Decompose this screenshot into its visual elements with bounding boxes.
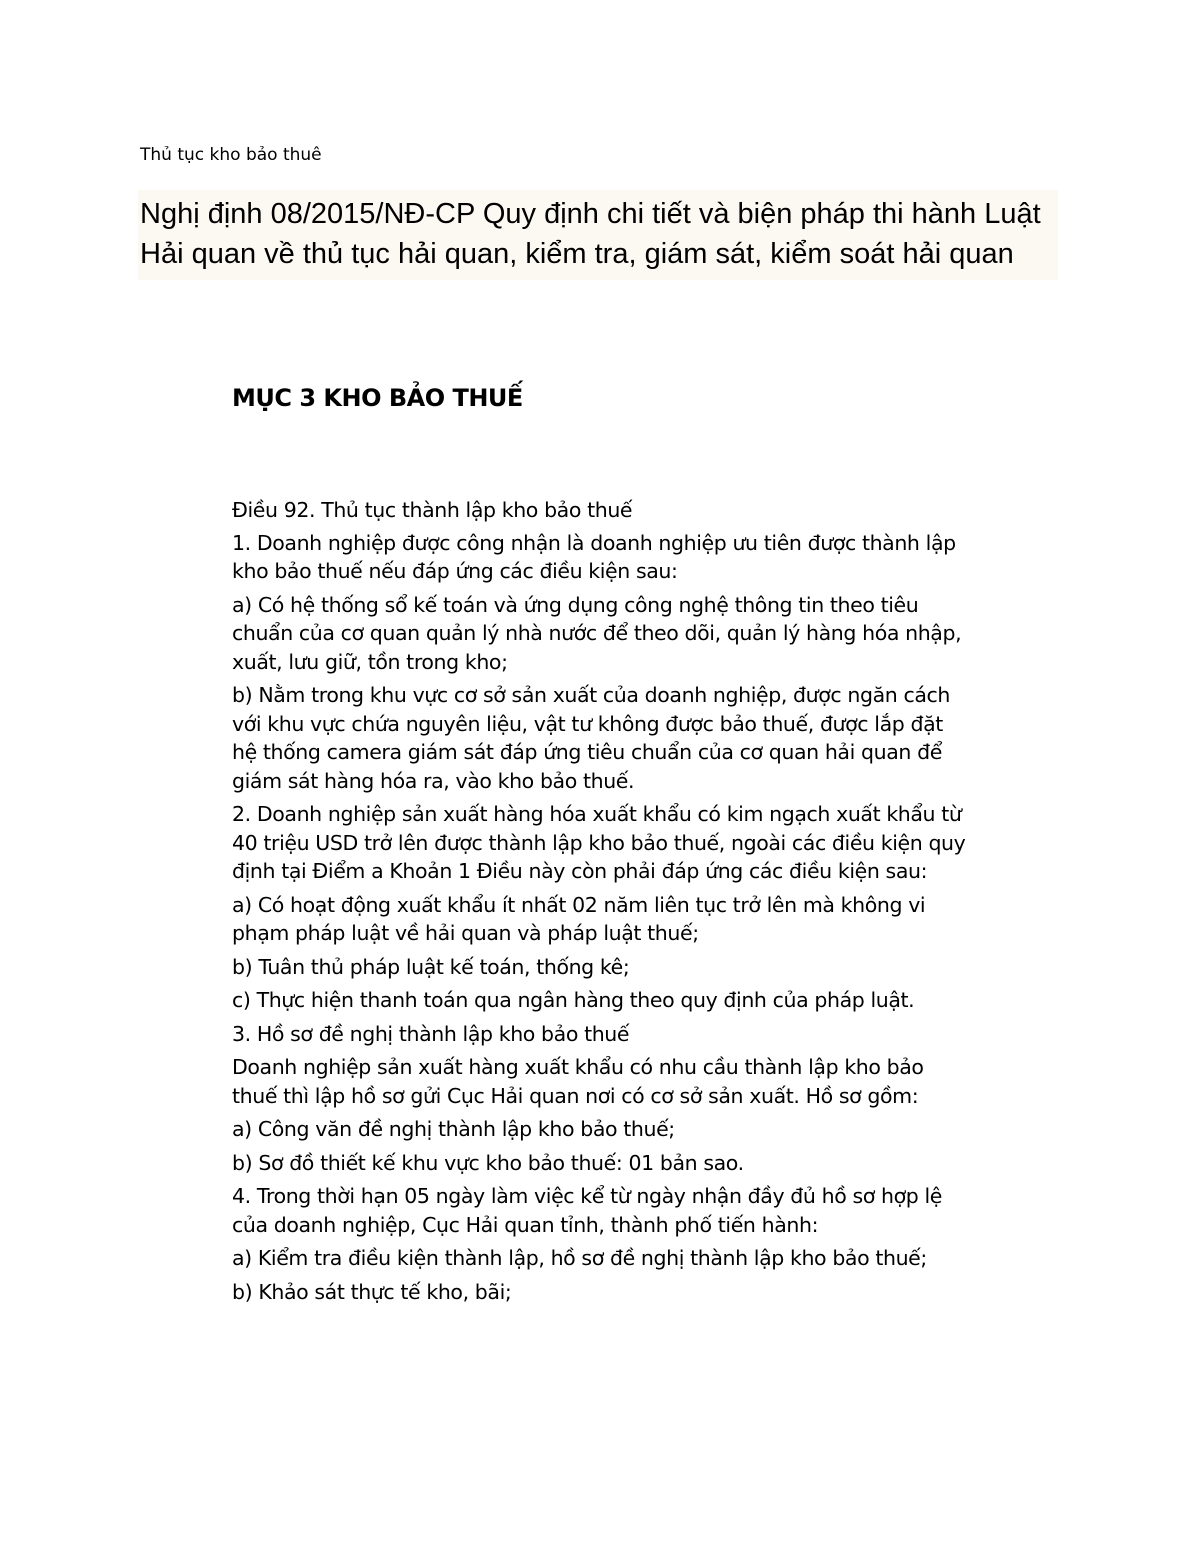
- paragraph: b) Khảo sát thực tế kho, bãi;: [232, 1279, 512, 1304]
- paragraph: a) Có hoạt động xuất khẩu ít nhất 02 năm liên tục trở lên mà không vi phạm pháp luật về hải quan và pháp luật thuế;: [232, 892, 926, 945]
- article-title: Điều 92. Thủ tục thành lập kho bảo thuế: [232, 498, 633, 522]
- paragraph: 3. Hồ sơ đề nghị thành lập kho bảo thuế: [232, 1021, 630, 1046]
- paragraph: 2. Doanh nghiệp sản xuất hàng hóa xuất khẩu có kim ngạch xuất khẩu từ 40 triệu USD trở lên được thành lập kho bảo thuế, ngoài các điều kiện quy định tại Điểm a Khoản 1 Điều này còn phải đáp ứng các điều kiện sau:: [232, 802, 966, 883]
- paragraph: a) Kiểm tra điều kiện thành lập, hồ sơ đề nghị thành lập kho bảo thuế;: [232, 1246, 927, 1270]
- paragraph: a) Có hệ thống sổ kế toán và ứng dụng công nghệ thông tin theo tiêu chuẩn của cơ quan quản lý nhà nước để theo dõi, quản lý hàng hóa nhập, xuất, lưu giữ, tồn trong kho;: [232, 592, 962, 674]
- decree-title: Nghị định 08/2015/NĐ-CP Quy định chi tiết và biện pháp thi hành Luật Hải quan về thủ tục hải quan, kiểm tra, giám sát, kiểm soát hải quan: [138, 190, 1058, 280]
- section-heading: MỤC 3 KHO BẢO THUẾ: [232, 384, 523, 412]
- paragraph: b) Tuân thủ pháp luật kế toán, thống kê;: [232, 954, 630, 979]
- paragraph: a) Công văn đề nghị thành lập kho bảo thuế;: [232, 1117, 675, 1141]
- paragraph: 1. Doanh nghiệp được công nhận là doanh nghiệp ưu tiên được thành lập kho bảo thuế nếu đáp ứng các điều kiện sau:: [232, 530, 956, 583]
- paragraph: b) Nằm trong khu vực cơ sở sản xuất của doanh nghiệp, được ngăn cách với khu vực chứa nguyên liệu, vật tư không được bảo thuế, được lắp đặt hệ thống camera giám sát đáp ứng tiêu chuẩn của cơ quan hải quan để giám sát hàng hóa ra, vào kho bảo thuế.: [232, 683, 950, 793]
- document-label: Thủ tục kho bảo thuê: [140, 145, 322, 165]
- paragraph: b) Sơ đồ thiết kế khu vực kho bảo thuế: 01 bản sao.: [232, 1150, 744, 1175]
- paragraph: c) Thực hiện thanh toán qua ngân hàng theo quy định của pháp luật.: [232, 988, 915, 1012]
- paragraph: 4. Trong thời hạn 05 ngày làm việc kể từ ngày nhận đầy đủ hồ sơ hợp lệ của doanh nghiệp, Cục Hải quan tỉnh, thành phố tiến hành:: [232, 1184, 942, 1237]
- article-body: [232, 496, 972, 1311]
- paragraph: Doanh nghiệp sản xuất hàng xuất khẩu có nhu cầu thành lập kho bảo thuế thì lập hồ sơ gửi Cục Hải quan nơi có cơ sở sản xuất. Hồ sơ gồm:: [232, 1055, 924, 1108]
